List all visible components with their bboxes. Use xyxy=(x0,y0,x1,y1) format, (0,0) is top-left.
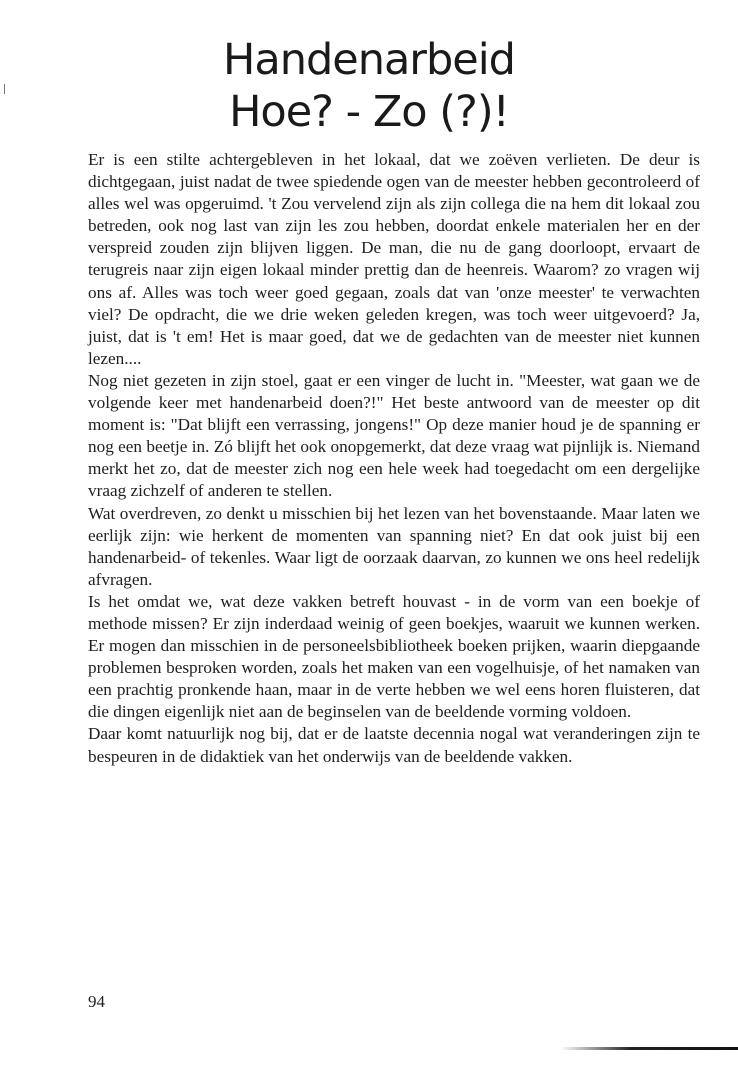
paragraph-5: Daar komt natuurlijk nog bij, dat er de laatste decennia nogal wat veranderingen zijn te bespeuren in de didaktiek van het onderwijs van de beeldende vakken. xyxy=(88,724,700,766)
article-body xyxy=(88,149,700,768)
article-title xyxy=(0,34,738,138)
title-line-1: Handenarbeid xyxy=(223,35,515,85)
page-number: 94 xyxy=(88,992,105,1011)
paragraph-1: Er is een stilte achtergebleven in het lokaal, dat we zoëven verlieten. De deur is dichtgegaan, juist nadat de twee spiedende ogen van de meester hebben gecontroleerd of alles wel was opgeruimd. 't Zou vervelend zijn als zijn collega die na hem dit lokaal zou betreden, ook nog last van zijn les zou hebben, doordat enkele materialen her en der verspreid zouden zijn blijven liggen. De man, die nu de gang doorloopt, ervaart de terugreis naar zijn eigen lokaal minder prettig dan de heenreis. Waarom? zo vragen wij ons af. Alles was toch weer goed gegaan, zoals dat van 'onze meester' te verwachten viel? De opdracht, die we drie weken geleden kregen, was toch weer uitgevoerd? Ja, juist, dat is 't em! Het is maar goed, dat we de gedachten van de meester niet kunnen lezen.... xyxy=(88,150,700,368)
paragraph-2: Nog niet gezeten in zijn stoel, gaat er een vinger de lucht in. "Meester, wat gaan we de volgende keer met handenarbeid doen?!" Het beste antwoord van de meester op dit moment is: "Dat blijft een verrassing, jongens!" Op deze manier houd je de spanning er nog een beetje in. Zó blijft het ook onopgemerkt, dat deze vraag wat pijnlijk is. Niemand merkt het zo, dat de meester zich nog een hele week had toegedacht om een dergelijke vraag zichzelf of anderen te stellen. xyxy=(88,370,700,501)
bottom-rule xyxy=(560,1047,738,1050)
title-line-2: Hoe? - Zo (?)! xyxy=(229,87,509,137)
paragraph-4: Is het omdat we, wat deze vakken betreft houvast - in de vorm van een boekje of methode missen? Er zijn inderdaad weinig of geen boekjes, waaruit we kunnen werken. Er mogen dan misschien in de personeelsbibliotheek boeken prijken, waarin diepgaande problemen besproken worden, zoals het maken van een vogelhuisje, of het namaken van een prachtig pronkende haan, maar in de verte hebben we wel eens horen fluisteren, dat die dingen eigenlijk niet aan de beginselen van de beeldende vorming voldoen. xyxy=(88,591,700,722)
paragraph-3: Wat overdreven, zo denkt u misschien bij het lezen van het bovenstaande. Maar laten we eerlijk zijn: wie herkent de momenten van spanning niet? En dat ook juist bij een handenarbeid- of tekenles. Waar ligt de oorzaak daarvan, zo kunnen we ons heel redelijk afvragen. xyxy=(88,503,700,589)
